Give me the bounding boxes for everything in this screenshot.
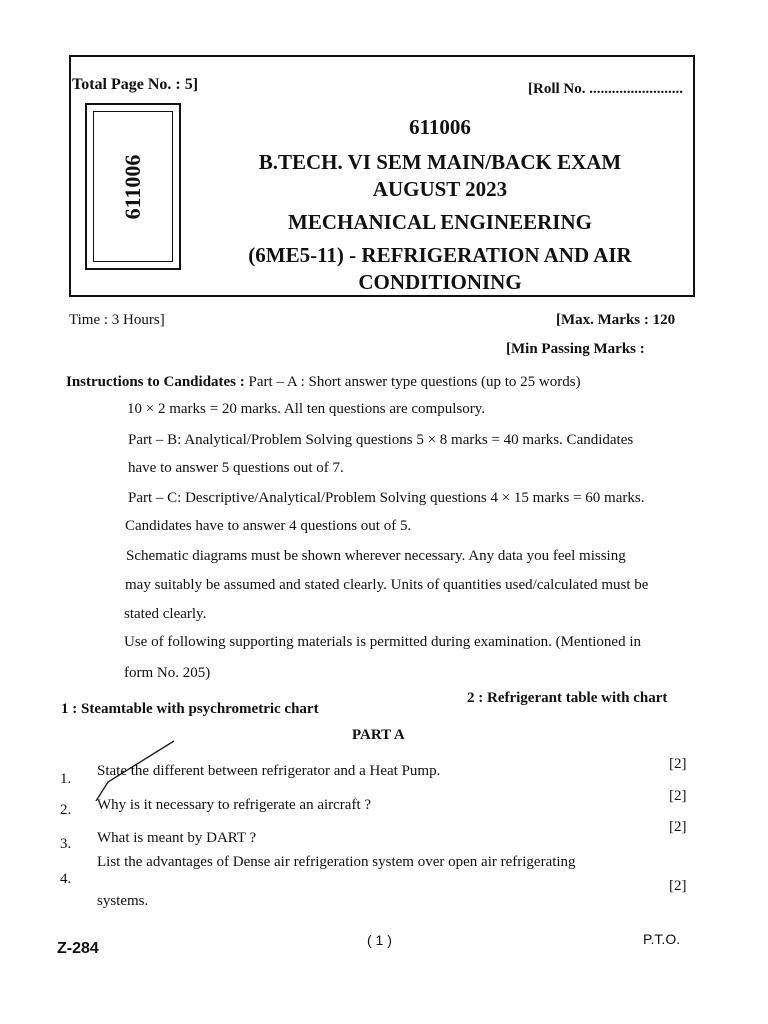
- page-number: ( 1 ): [367, 932, 392, 948]
- part-c-instruction-1: Part – C: Descriptive/Analytical/Problem Solving questions 4 × 15 marks = 60 marks.: [128, 490, 645, 506]
- question-4-text-2: systems.: [97, 893, 149, 909]
- material-item-1: 1 : Steamtable with psychrometric chart: [61, 701, 319, 717]
- materials-instruction-1: Use of following supporting materials is permitted during examination. (Mentioned in: [124, 634, 641, 650]
- paper-code-box: [85, 103, 181, 270]
- question-3-number: 3.: [60, 836, 72, 852]
- part-a-instruction-2: 10 × 2 marks = 20 marks. All ten questions are compulsory.: [127, 401, 485, 417]
- question-4-number: 4.: [60, 871, 72, 887]
- please-turn-over: P.T.O.: [643, 931, 681, 947]
- part-b-instruction-1: Part – B: Analytical/Problem Solving questions 5 × 8 marks = 40 marks. Candidates: [128, 432, 634, 448]
- max-marks: [Max. Marks : 120: [556, 312, 676, 328]
- question-2-text: Why is it necessary to refrigerate an aircraft ?: [97, 797, 372, 813]
- schematic-instruction-2: may suitably be assumed and stated clearly. Units of quantities used/calculated must be: [125, 577, 649, 593]
- subject-title-line2: CONDITIONING: [358, 270, 522, 294]
- footer-code: Z-284: [57, 940, 99, 957]
- roll-number: [Roll No. .........................: [528, 81, 683, 97]
- paper-code: 611006: [409, 115, 471, 139]
- question-1-marks: [2]: [669, 756, 687, 772]
- question-3-marks: [2]: [669, 819, 687, 835]
- part-b-instruction-2: have to answer 5 questions out of 7.: [128, 460, 344, 476]
- instructions-label: Instructions to Candidates :: [66, 374, 245, 390]
- question-2-number: 2.: [60, 802, 72, 818]
- part-a-instruction: Part – A : Short answer type questions (up to 25 words): [248, 374, 581, 390]
- materials-instruction-2: form No. 205): [124, 665, 211, 681]
- vertical-paper-code: 611006: [120, 154, 145, 219]
- question-4-text-1: List the advantages of Dense air refrigeration system over open air refrigerating: [97, 854, 576, 870]
- exam-date: AUGUST 2023: [372, 177, 508, 201]
- question-1-number: 1.: [60, 771, 72, 787]
- part-c-instruction-2: Candidates have to answer 4 questions out of 5.: [125, 518, 412, 534]
- exam-title: B.TECH. VI SEM MAIN/BACK EXAM: [258, 150, 622, 174]
- min-passing-marks: [Min Passing Marks :: [506, 341, 645, 357]
- instructions-line-1: [66, 374, 581, 391]
- subject-title-line1: (6ME5-11) - REFRIGERATION AND AIR: [248, 243, 632, 267]
- time-text: Time : 3 Hours]: [69, 312, 165, 328]
- branch-title: MECHANICAL ENGINEERING: [288, 210, 592, 234]
- question-3-text: What is meant by DART ?: [97, 830, 257, 846]
- schematic-instruction-3: stated clearly.: [124, 606, 207, 622]
- total-pages: Total Page No. : 5]: [72, 76, 199, 93]
- schematic-instruction-1: Schematic diagrams must be shown wherever necessary. Any data you feel missing: [126, 548, 626, 564]
- question-4-marks: [2]: [669, 878, 687, 894]
- time-allowed: [69, 312, 165, 329]
- material-item-2: 2 : Refrigerant table with chart: [467, 690, 668, 706]
- part-a-heading: PART A: [352, 727, 405, 743]
- question-2-marks: [2]: [669, 788, 687, 804]
- question-1-text: State the different between refrigerator and a Heat Pump.: [97, 763, 441, 779]
